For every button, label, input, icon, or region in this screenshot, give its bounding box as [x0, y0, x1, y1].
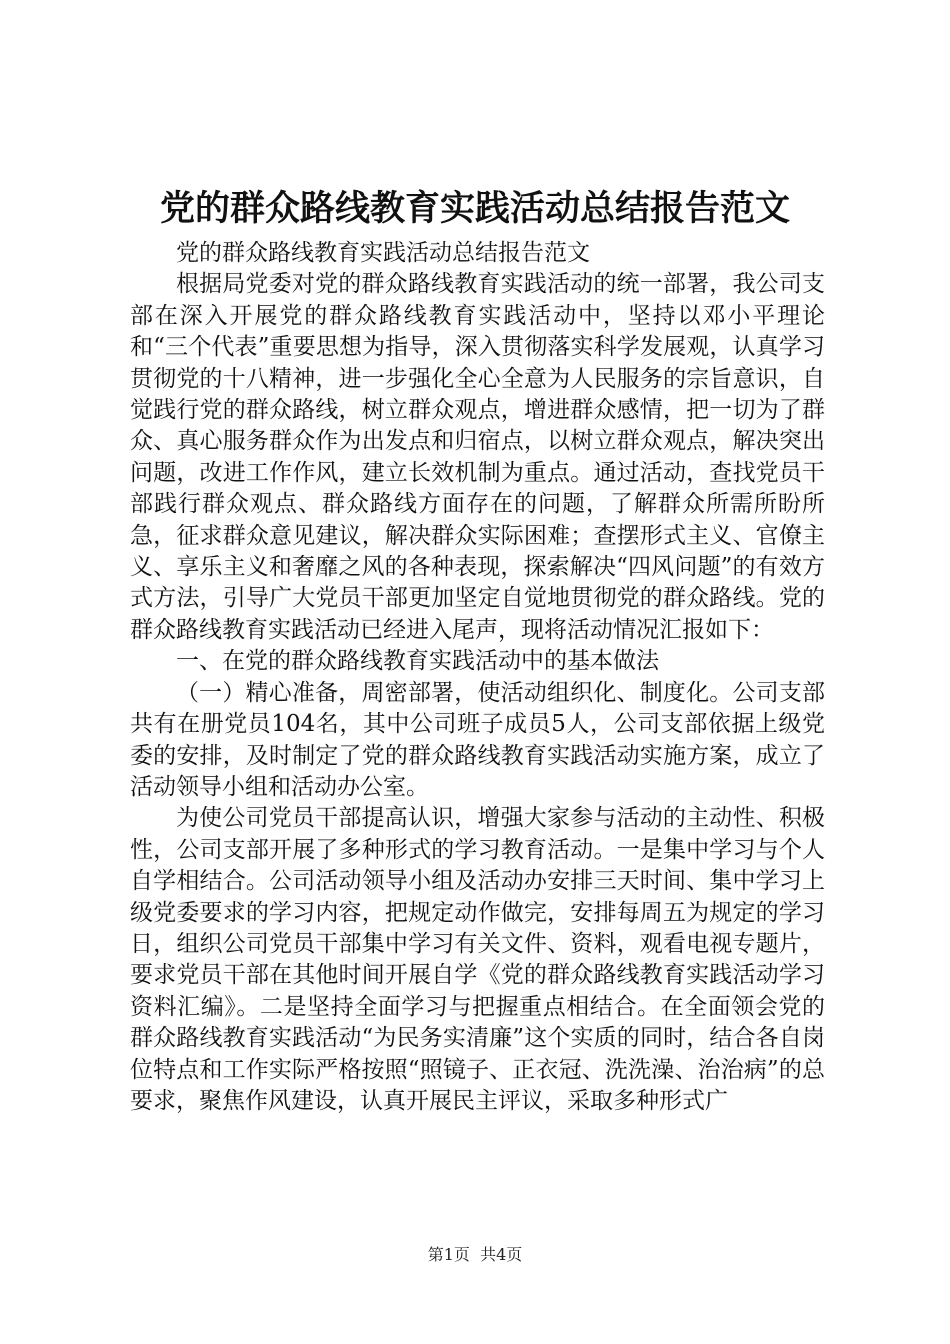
page-footer — [0, 1244, 950, 1266]
intro-paragraph: 根据局党委对党的群众路线教育实践活动的统一部署，我公司支部在深入开展党的群众路线教育实践活动中，坚持以邓小平理论和“三个代表”重要思想为指导，深入贯彻落实科学发展观，认真学习贯彻党的十八精神，进一步强化全心全意为人民服务的宗旨意识，自觉践行党的群众路线，树立群众观点，增进群众感情，把一切为了群众、真心服务群众作为出发点和归宿点，以树立群众观点，解决突出问题，改进工作作风，建立长效机制为重点。通过活动，查找党员干部践行群众观点、群众路线方面存在的问题，了解群众所需所盼所急，征求群众意见建议，解决群众实际困难；查摆形式主义、官僚主义、享乐主义和奢靡之风的各种表现，探索解决“四风问题”的有效方式方法，引导广大党员干部更加坚定自觉地贯彻党的群众路线。党的群众路线教育实践活动已经进入尾声，现将活动情况汇报如下： — [130, 271, 825, 643]
document-title: 党的群众路线教育实践活动总结报告范文 — [159, 188, 790, 229]
document-body — [130, 238, 825, 1117]
body-paragraph: 为使公司党员干部提高认识，增强大家参与活动的主动性、积极性，公司支部开展了多种形式的学习教育活动。一是集中学习与个人自学相结合。公司活动领导小组及活动办安排三天时间、集中学习上级党委要求的学习内容，把规定动作做完，安排每周五为规定的学习日，组织公司党员干部集中学习有关文件、资料，观看电视专题片，要求党员干部在其他时间开展自学《党的群众路线教育实践活动学习资料汇编》。二是坚持全面学习与把握重点相结合。在全面领会党的群众路线教育实践活动“为民务实清廉”这个实质的同时，结合各自岗位特点和工作实际严格按照“照镜子、正衣冠、洗洗澡、治治病”的总要求，聚焦作风建设，认真开展民主评议，采取多种形式广 — [130, 805, 825, 1114]
page-number: 第1页 — [427, 1245, 470, 1264]
subtitle-paragraph: 党的群众路线教育实践活动总结报告范文 — [176, 240, 590, 266]
section-heading: 一、在党的群众路线教育实践活动中的基本做法 — [176, 648, 659, 675]
page-total: 共4页 — [480, 1245, 523, 1264]
body-paragraph: （一）精心准备，周密部署，使活动组织化、制度化。公司支部共有在册党员104名，其中公司班子成员5人，公司支部依据上级党委的安排，及时制定了党的群众路线教育实践活动实施方案，成立了活动领导小组和活动办公室。 — [130, 679, 825, 800]
